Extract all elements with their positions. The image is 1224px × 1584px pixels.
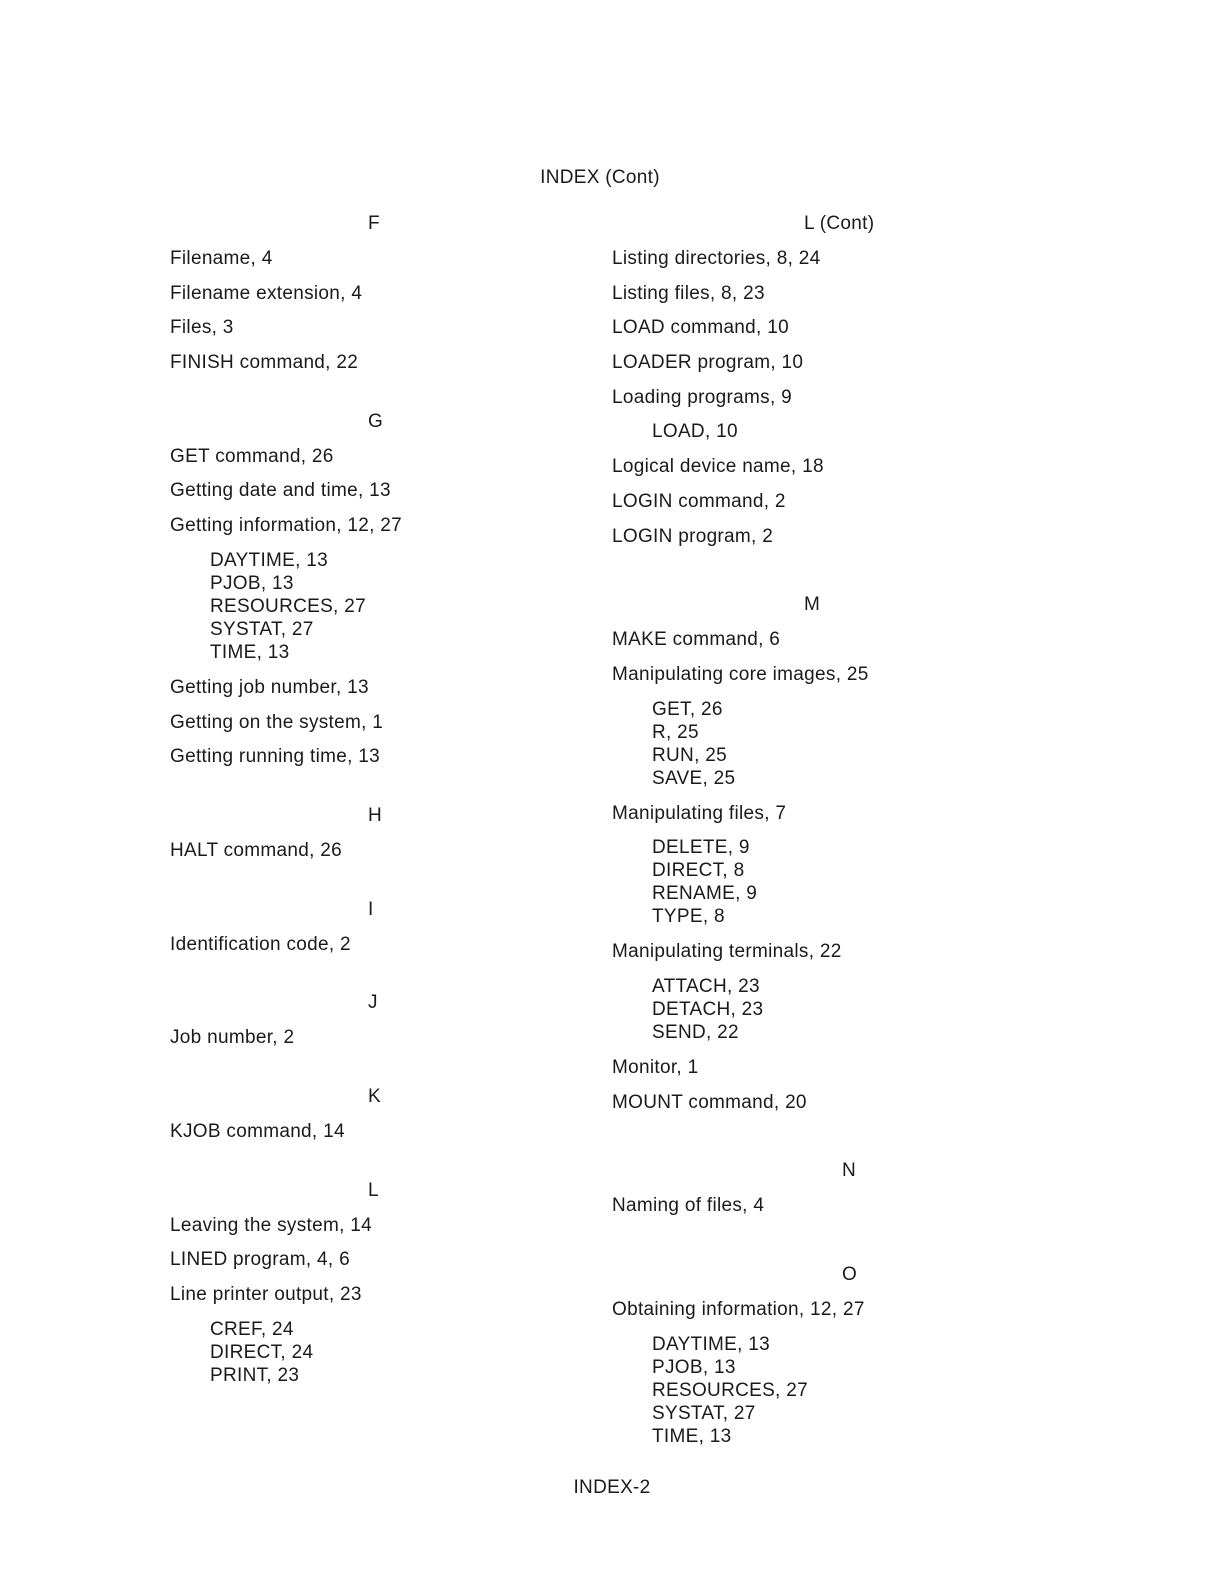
index-subentry: ATTACH, 23 — [652, 975, 760, 997]
index-entry: LOADER program, 10 — [612, 352, 804, 374]
index-entry: Manipulating core images, 25 — [612, 663, 869, 685]
index-subentry: RESOURCES, 27 — [210, 595, 366, 617]
index-entry: GET command, 26 — [170, 445, 334, 467]
index-entry: FINISH command, 22 — [170, 352, 359, 374]
index-entry: HALT command, 26 — [170, 839, 343, 861]
index-entry: Getting information, 12, 27 — [170, 515, 403, 537]
section-heading-g: G — [368, 410, 384, 432]
index-entry: Files, 3 — [170, 317, 234, 339]
section-heading-k: K — [368, 1085, 381, 1107]
index-subentry: SYSTAT, 27 — [210, 618, 314, 640]
section-heading-l: L — [368, 1179, 379, 1201]
section-heading-n: N — [842, 1160, 857, 1182]
index-entry: Identification code, 2 — [170, 933, 351, 955]
index-entry: Listing files, 8, 23 — [612, 282, 765, 304]
index-subentry: PJOB, 13 — [652, 1356, 736, 1378]
index-entry: MOUNT command, 20 — [612, 1091, 807, 1113]
index-subentry: DIRECT, 8 — [652, 860, 745, 882]
subentry-group — [170, 549, 580, 664]
index-entry: Loading programs, 9 — [612, 386, 792, 408]
index-subentry: DIRECT, 24 — [210, 1341, 314, 1363]
index-entry: Manipulating terminals, 22 — [612, 941, 842, 963]
index-entry: Listing directories, 8, 24 — [612, 248, 821, 269]
section-heading-h: H — [368, 804, 383, 826]
index-entry: Monitor, 1 — [612, 1056, 699, 1078]
index-subentry: DAYTIME, 13 — [210, 549, 329, 571]
section-heading-o: O — [842, 1264, 858, 1285]
section-heading-l-cont: L (Cont) — [804, 213, 875, 234]
index-subentry: RENAME, 9 — [652, 883, 758, 905]
index-subentry: R, 25 — [652, 721, 699, 743]
index-subentry: SAVE, 25 — [652, 767, 736, 789]
index-subentry: GET, 26 — [652, 698, 723, 720]
index-entry: Job number, 2 — [170, 1027, 295, 1049]
section-heading-j: J — [368, 992, 378, 1014]
index-entry: LINED program, 4, 6 — [170, 1249, 350, 1271]
index-subentry: CREF, 24 — [210, 1318, 294, 1340]
right-column — [612, 212, 1042, 1460]
index-subentry: DELETE, 9 — [652, 837, 750, 859]
index-entry: Getting on the system, 1 — [170, 711, 384, 733]
index-subentry: TIME, 13 — [210, 641, 290, 663]
index-entry: LOAD command, 10 — [612, 317, 789, 339]
left-column — [170, 212, 580, 1399]
index-subentry: SEND, 22 — [652, 1021, 739, 1043]
index-subentry: DAYTIME, 13 — [652, 1333, 771, 1355]
index-entry: Getting job number, 13 — [170, 676, 369, 698]
subentry-group — [612, 698, 1042, 790]
index-subentry: TIME, 13 — [652, 1425, 732, 1447]
index-subentry: DETACH, 23 — [652, 998, 764, 1020]
index-entry: Getting date and time, 13 — [170, 480, 391, 502]
subentry-group — [612, 975, 1042, 1044]
subentry-group — [612, 1333, 1042, 1448]
index-subentry: PRINT, 23 — [210, 1364, 300, 1386]
index-subentry: PJOB, 13 — [210, 572, 294, 594]
index-subentry: SYSTAT, 27 — [652, 1402, 756, 1424]
section-heading-f: F — [368, 213, 380, 234]
page-number: INDEX-2 — [573, 1477, 651, 1498]
index-entry: Logical device name, 18 — [612, 456, 824, 478]
index-entry: Obtaining information, 12, 27 — [612, 1299, 865, 1320]
index-entry: Filename, 4 — [170, 248, 273, 269]
index-subentry: TYPE, 8 — [652, 906, 725, 928]
index-entry: MAKE command, 6 — [612, 629, 781, 651]
index-subentry: LOAD, 10 — [652, 421, 738, 443]
index-entry: Filename extension, 4 — [170, 282, 363, 304]
index-entry: Getting running time, 13 — [170, 746, 380, 768]
subentry-group — [612, 836, 1042, 928]
subentry-group — [170, 1318, 580, 1387]
index-entry: Naming of files, 4 — [612, 1195, 765, 1217]
index-subentry: RESOURCES, 27 — [652, 1379, 808, 1401]
index-entry: LOGIN program, 2 — [612, 525, 774, 547]
index-entry: Leaving the system, 14 — [170, 1214, 372, 1236]
index-entry: LOGIN command, 2 — [612, 490, 786, 512]
section-heading-m: M — [804, 594, 821, 616]
index-entry: Line printer output, 23 — [170, 1284, 362, 1305]
index-subentry: RUN, 25 — [652, 744, 727, 766]
index-entry: KJOB command, 14 — [170, 1120, 345, 1142]
page-title: INDEX (Cont) — [540, 167, 660, 188]
section-heading-i: I — [368, 898, 374, 920]
index-entry: Manipulating files, 7 — [612, 802, 787, 824]
